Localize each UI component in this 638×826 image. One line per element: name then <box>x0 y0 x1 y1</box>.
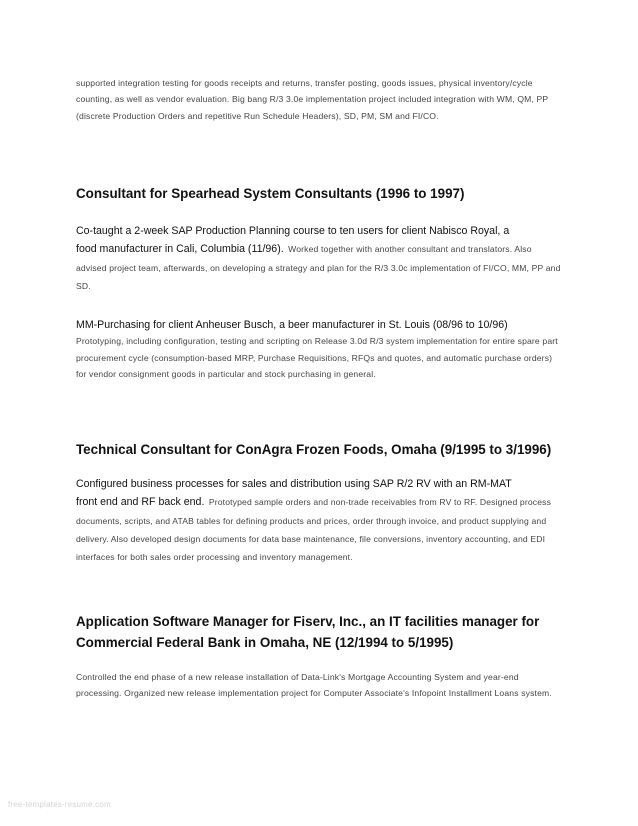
fiserv-body: Controlled the end phase of a new release installation of Data-Link's Mortgage Accounting System and year-end processing. Organized new release implementation project for Computer Associate's Infopoint Installment Loans system. <box>76 672 552 699</box>
anheuser-lead: MM-Purchasing for client Anheuser Busch, a beer manufacturer in St. Louis (08/96 to 10/96) <box>76 319 508 331</box>
conagra-lead-line-1: Configured business processes for sales and distribution using SAP R/2 RV with an RM-MAT <box>76 478 512 490</box>
watermark-text: free-templates-resume.com <box>8 800 111 809</box>
nabisco-lead-line-2: food manufacturer in Cali, Columbia (11/96). <box>76 243 284 256</box>
spearhead-item-nabisco <box>76 223 564 294</box>
section-heading-conagra: Technical Consultant for ConAgra Frozen Foods, Omaha (9/1995 to 3/1996) <box>76 442 552 457</box>
intro-paragraph: supported integration testing for goods receipts and returns, transfer posting, goods issues, physical inventory/cycle counting, as well as vendor evaluation. Big bang R/3 3.0e implementation project included integration with WM, QM, PP (discrete Production Orders and repetitive Run Schedule Headers), SD, PM, SM and FI/CO. <box>76 78 549 121</box>
conagra-lead-line-2: front end and RF back end. <box>76 496 205 509</box>
section-heading-fiserv: Application Software Manager for Fiserv, Inc., an IT facilities manager for Commercial Federal Bank in Omaha, NE (12/1994 to 5/1995) <box>76 614 540 650</box>
nabisco-lead-line-1: Co-taught a 2-week SAP Production Planning course to ten users for client Nabisco Royal, a <box>76 225 510 237</box>
section-heading-spearhead: Consultant for Spearhead System Consultants (1996 to 1997) <box>76 186 465 201</box>
spearhead-item-anheuser <box>76 317 564 382</box>
anheuser-body: Prototyping, including configuration, testing and scripting on Release 3.0d R/3 system implementation for entire spare part procurement cycle (consumption-based MRP, Purchase Requisitions, RFQs and quotes, and automatic purchase orders) for vendor consignment goods in particular and stock purchasing in general. <box>76 336 558 379</box>
nabisco-body: Worked together with another consultant and translators. Also advised project team, afterwards, on developing a strategy and plan for the R/3 3.0c implementation of FI/CO, MM, PP and SD. <box>76 244 561 291</box>
conagra-body: Prototyped sample orders and non-trade receivables from RV to RF. Designed process documents, scripts, and ATAB tables for defining products and prices, order through invoice, and product supplying and delivery. Also developed design documents for data base maintenance, file conversions, inventory accounting, and EDI interfaces for both sales order processing and inventory management. <box>76 497 552 563</box>
conagra-item <box>76 476 564 565</box>
